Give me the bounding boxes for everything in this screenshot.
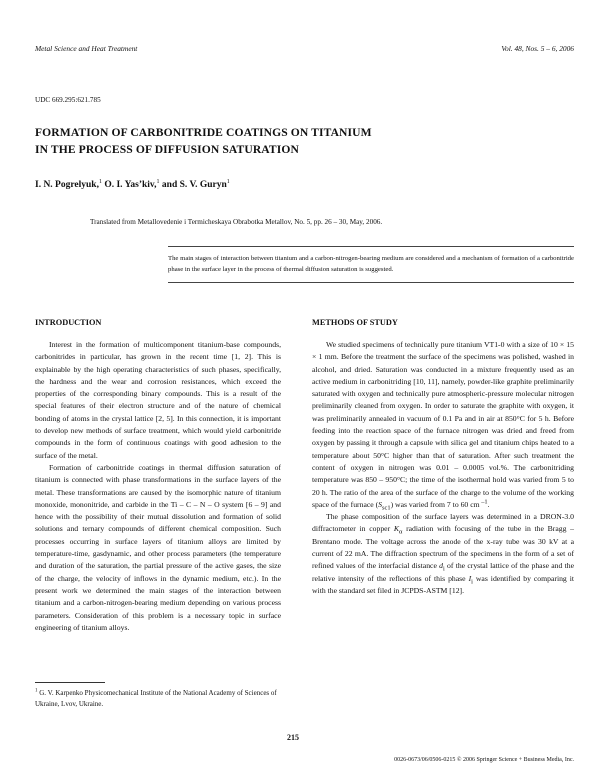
paragraph: Interest in the formation of multicomponent titanium-base compounds, carbonitrides in particular, has grown in the recent time [1, 2]. This is explainable by the high operating characteristics of such phases, specifically, the hardness and the wear and corrosion resistances, which exceed the properties of the corresponding binary compounds. This is a result of the special features of their electron structure and of the nature of chemical bonding of atoms in the crystal lattice [2, 5]. In this connection, it is important to develop new methods of surface treatment, which would yield carbonitride compounds in the form of continuous coatings with good adhesion to the surface of the metal. bbox=[35, 340, 281, 460]
text-run: The phase composition of the surface layers was determined in a DRON-3.0 diffractometer in copper bbox=[312, 512, 574, 534]
superscript: –1 bbox=[479, 498, 488, 506]
author-list bbox=[35, 180, 230, 190]
affiliation-mark: 1 bbox=[98, 178, 102, 185]
author: and S. V. Guryn bbox=[161, 180, 227, 190]
subscript: i bbox=[471, 578, 473, 586]
text-run: We studied specimens of technically pure titanium VT1-0 with a size of 10 × 15 × 1 mm. Before the treatment the surface of the specimens was polished, washed in alcohol, and dried. Saturation was conducted in a mixture frequently used as an active medium in carbonitriding [10, 11], namely, powder-like graphite preliminarily saturated with oxygen and technically pure atmospheric-pressure molecular nitrogen preliminarily cleaned from oxygen. In order to saturate the graphite with oxygen, it was preliminarily annealed in vacuum of 0.1 Pa and in air at 850°C for 5 h. Before feeding into the reaction space of the furnace nitrogen was dried and freed from oxygen by passing it through a capsule with silica gel and titanium chips heated to a temperature about 50°C higher than that of saturation. After such treatment the content of oxygen in nitrogen was 0.01 – 0.0005 vol.%. The carbonitriding temperature was 850 – 950°C; the time of the isothermal hold was varied from 5 to 20 h. The ratio of the area of the surface of the charge to the volume of the working space of the furnace ( bbox=[312, 340, 574, 509]
footnote-mark: 1 bbox=[35, 688, 38, 694]
udc-code: UDC 669.295:621.785 bbox=[35, 96, 101, 104]
affiliation-mark: 1 bbox=[226, 178, 230, 185]
paragraph bbox=[312, 511, 574, 597]
methods-column bbox=[312, 339, 574, 597]
footnote bbox=[35, 688, 280, 709]
affiliation-mark: 1 bbox=[156, 178, 160, 185]
abstract: The main stages of interaction between titanium and a carbon-nitrogen-bearing medium are considered and a mechanism of formation of a carbonitride phase in the surface layer in the process of thermal diffusion saturation is suggested. bbox=[168, 246, 574, 283]
author: O. I. Yas’kiv, bbox=[104, 180, 157, 190]
title-line: FORMATION OF CARBONITRIDE COATINGS ON TITANIUM bbox=[35, 126, 372, 139]
journal-name: Metal Science and Heat Treatment bbox=[35, 44, 138, 53]
text-run: radiation with focusing of the tube in the Bragg – Brentano mode. The voltage across the anode of the x-ray tube was 30 kV at a current of 22 mA. The diffraction spectrum of the specimens in the form of a set of refined values of the interfacial distance bbox=[312, 524, 574, 571]
text-run: . bbox=[487, 499, 490, 509]
introduction-column bbox=[35, 339, 281, 634]
symbol: I bbox=[468, 573, 472, 583]
methods-heading: METHODS OF STUDY bbox=[312, 318, 398, 327]
paragraph bbox=[312, 339, 574, 511]
title-line: IN THE PROCESS OF DIFFUSION SATURATION bbox=[35, 143, 299, 156]
text-run: was identified by comparing it with the standard set filed in JCPDS-ASTM [12]. bbox=[312, 573, 575, 595]
author: I. N. Pogrelyuk, bbox=[35, 180, 99, 190]
page-number: 215 bbox=[287, 733, 299, 742]
volume-info: Vol. 48, Nos. 5 – 6, 2006 bbox=[501, 44, 574, 53]
subscript: α bbox=[399, 528, 403, 536]
symbol: K bbox=[393, 524, 399, 534]
translation-note: Translated from Metallovedenie i Termicheskaya Obrabotka Metallov, No. 5, pp. 26 – 30, May, 2006. bbox=[90, 218, 383, 226]
subscript: sc1 bbox=[382, 504, 391, 512]
symbol: S bbox=[378, 499, 383, 509]
article-title bbox=[35, 124, 475, 158]
introduction-heading: INTRODUCTION bbox=[35, 318, 102, 327]
copyright-line: 0026-0673/06/0506-0215 © 2006 Springer Science + Business Media, Inc. bbox=[394, 757, 574, 763]
footnote-text: G. V. Karpenko Physicomechanical Institute of the National Academy of Sciences of Ukraine, Lvov, Ukraine. bbox=[35, 689, 277, 708]
footnote-divider bbox=[35, 682, 105, 683]
text-run: ) was varied from 7 to 60 cm bbox=[390, 499, 480, 509]
text-run: of the crystal lattice of the phase and the relative intensity of the reflections of this phase bbox=[312, 561, 575, 583]
subscript: i bbox=[442, 565, 445, 573]
paragraph: Formation of carbonitride coatings in thermal diffusion saturation of titanium is connected with phase transformations in the surface layers of the metal. These transformations are caused by the isomorphic nature of titanium monoxide, mononitride, and carbide in the Ti – C – N – O system [6 – 9] and hence with the possibility of their mutual dissolution and formation of solid solutions and ternary compounds of different chemical composition. Such processes occurring in surface layers of titanium alloys are limited by temperature-time, gasdynamic, and other process parameters (the temperature and duration of the saturation, the partial pressure of the active gases, the size of the charge, the velocity of inflows in the dynamic medium, etc.). In the present work we determined the main stages of the interaction between titanium and a carbon-nitrogen-bearing medium depending on various process parameters. Consideration of this problem is a necessary topic in surface engineering of titanium alloys. bbox=[35, 462, 281, 632]
symbol: d bbox=[439, 561, 443, 571]
